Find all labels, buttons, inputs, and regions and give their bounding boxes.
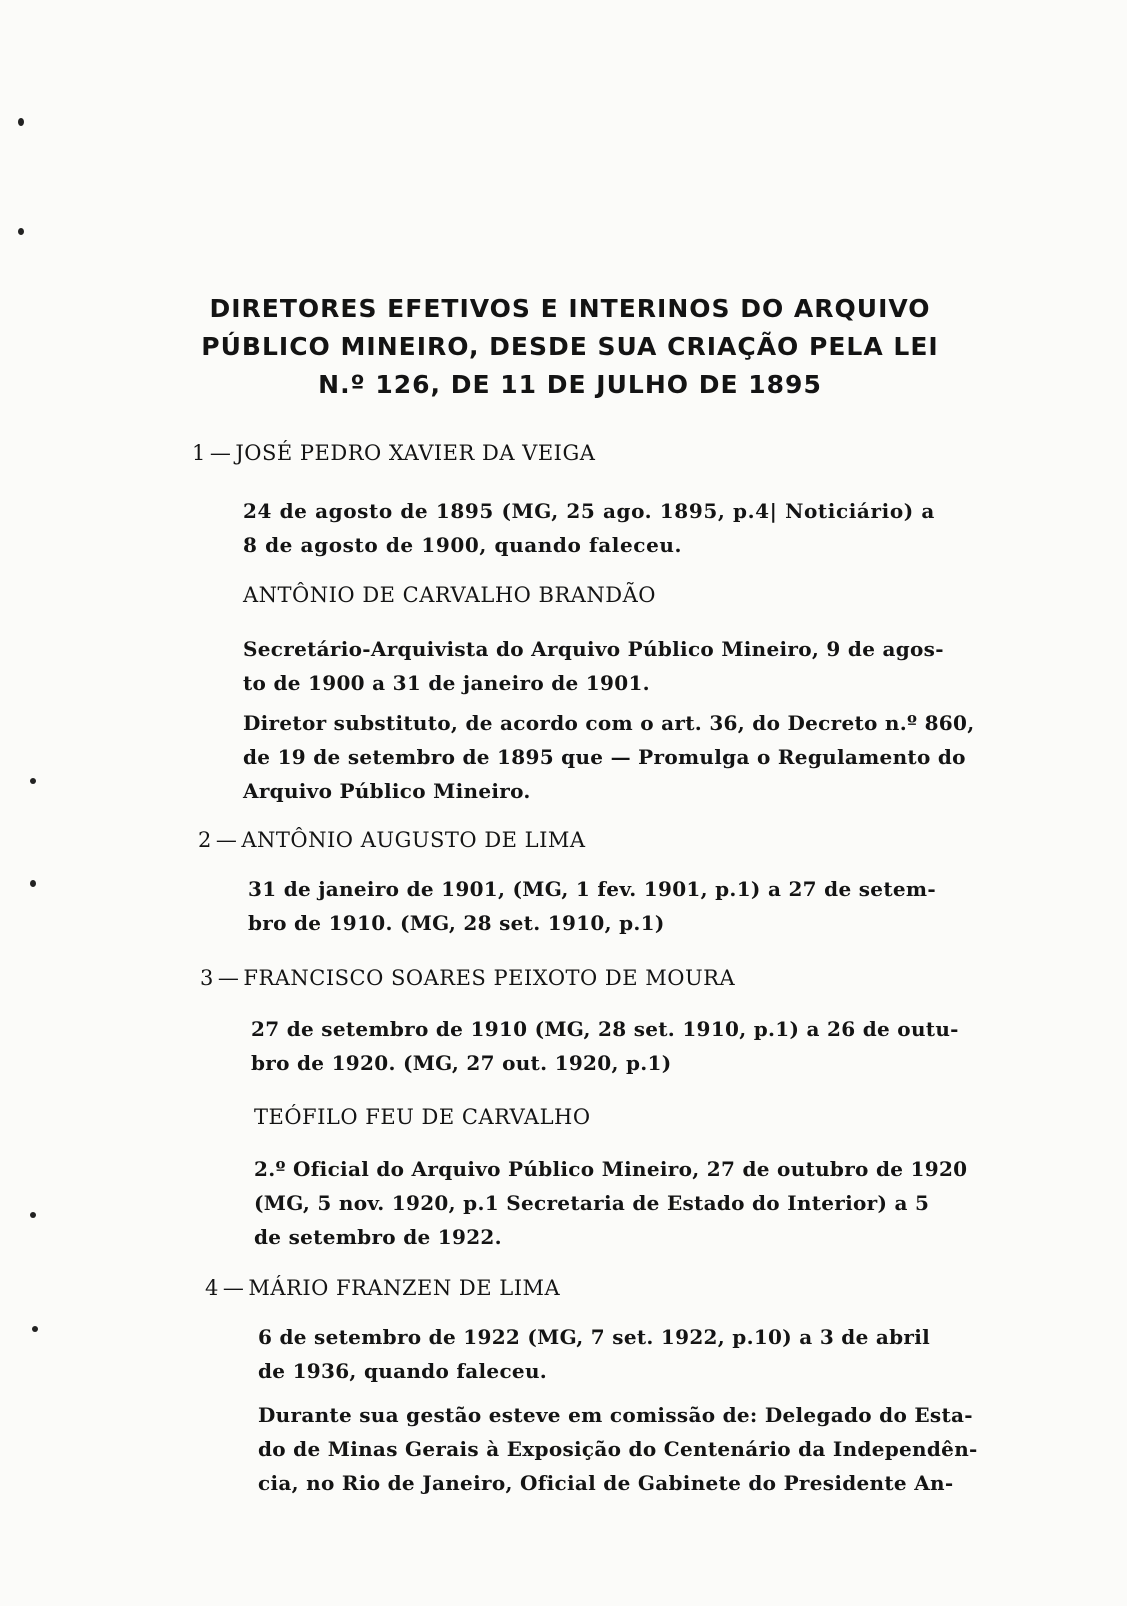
entry-paragraph — [251, 1012, 959, 1080]
paragraph-line: 6 de setembro de 1922 (MG, 7 set. 1922, p.10) a 3 de abril — [258, 1325, 931, 1349]
paragraph-line: 27 de setembro de 1910 (MG, 28 set. 1910, p.1) a 26 de outu- — [251, 1017, 959, 1041]
entry-heading — [243, 583, 656, 607]
paragraph-line: Secretário-Arquivista do Arquivo Público Mineiro, 9 de agos- — [243, 637, 944, 661]
entry-paragraph — [248, 872, 936, 940]
document-title — [150, 290, 990, 404]
entry-dash: — — [215, 828, 238, 852]
paragraph-line: Arquivo Público Mineiro. — [243, 779, 531, 803]
entry-name: JOSÉ PEDRO XAVIER DA VEIGA — [235, 441, 596, 465]
entry-number: 2 — [198, 828, 212, 852]
paragraph-line: to de 1900 a 31 de janeiro de 1901. — [243, 671, 650, 695]
entry-heading — [192, 441, 595, 465]
paragraph-line: 24 de agosto de 1895 (MG, 25 ago. 1895, p.4| Noticiário) a — [243, 499, 935, 523]
entry-dash: — — [209, 441, 232, 465]
entry-dash: — — [222, 1276, 245, 1300]
paragraph-line: cia, no Rio de Janeiro, Oficial de Gabinete do Presidente An- — [258, 1471, 954, 1495]
paragraph-line: bro de 1910. (MG, 28 set. 1910, p.1) — [248, 911, 665, 935]
paragraph-line: 2.º Oficial do Arquivo Público Mineiro, 27 de outubro de 1920 — [254, 1157, 968, 1181]
entry-number: 3 — [200, 966, 214, 990]
entry-paragraph — [254, 1152, 967, 1254]
entry-paragraph — [243, 706, 975, 808]
paragraph-line: 31 de janeiro de 1901, (MG, 1 fev. 1901, p.1) a 27 de setem- — [248, 877, 936, 901]
entry-heading — [200, 966, 735, 990]
scan-speck — [30, 880, 36, 887]
entry-dash: — — [217, 966, 240, 990]
paragraph-line: (MG, 5 nov. 1920, p.1 Secretaria de Estado do Interior) a 5 — [254, 1191, 930, 1215]
scan-speck — [18, 118, 24, 126]
entry-paragraph — [258, 1320, 930, 1388]
paragraph-line: Diretor substituto, de acordo com o art. 36, do Decreto n.º 860, — [243, 711, 975, 735]
scan-speck — [30, 778, 36, 784]
scan-speck — [30, 1212, 36, 1218]
title-line-3: N.º 126, DE 11 DE JULHO DE 1895 — [318, 370, 822, 399]
scan-speck — [18, 228, 24, 235]
paragraph-line: 8 de agosto de 1900, quando faleceu. — [243, 533, 683, 557]
entry-heading — [198, 828, 586, 852]
title-line-2: PÚBLICO MINEIRO, DESDE SUA CRIAÇÃO PELA LEI — [201, 332, 939, 361]
entry-name: ANTÔNIO AUGUSTO DE LIMA — [241, 828, 586, 852]
entry-number: 4 — [205, 1276, 219, 1300]
entry-paragraph — [243, 494, 935, 562]
entry-paragraph — [243, 632, 944, 700]
entry-heading — [254, 1105, 591, 1129]
paragraph-line: de setembro de 1922. — [254, 1225, 502, 1249]
entry-name: FRANCISCO SOARES PEIXOTO DE MOURA — [243, 966, 736, 990]
paragraph-line: Durante sua gestão esteve em comissão de: Delegado do Esta- — [258, 1403, 973, 1427]
title-line-1: DIRETORES EFETIVOS E INTERINOS DO ARQUIVO — [209, 294, 931, 323]
entry-number: 1 — [192, 441, 206, 465]
entry-name: MÁRIO FRANZEN DE LIMA — [248, 1276, 561, 1300]
entry-name: TEÓFILO FEU DE CARVALHO — [254, 1105, 591, 1129]
paragraph-line: de 1936, quando faleceu. — [258, 1359, 548, 1383]
entry-paragraph — [258, 1398, 978, 1500]
paragraph-line: do de Minas Gerais à Exposição do Centenário da Independên- — [258, 1437, 978, 1461]
entry-heading — [205, 1276, 560, 1300]
scan-speck — [32, 1326, 38, 1332]
paragraph-line: de 19 de setembro de 1895 que — Promulga o Regulamento do — [243, 745, 966, 769]
paragraph-line: bro de 1920. (MG, 27 out. 1920, p.1) — [251, 1051, 672, 1075]
entry-name: ANTÔNIO DE CARVALHO BRANDÃO — [243, 583, 657, 607]
